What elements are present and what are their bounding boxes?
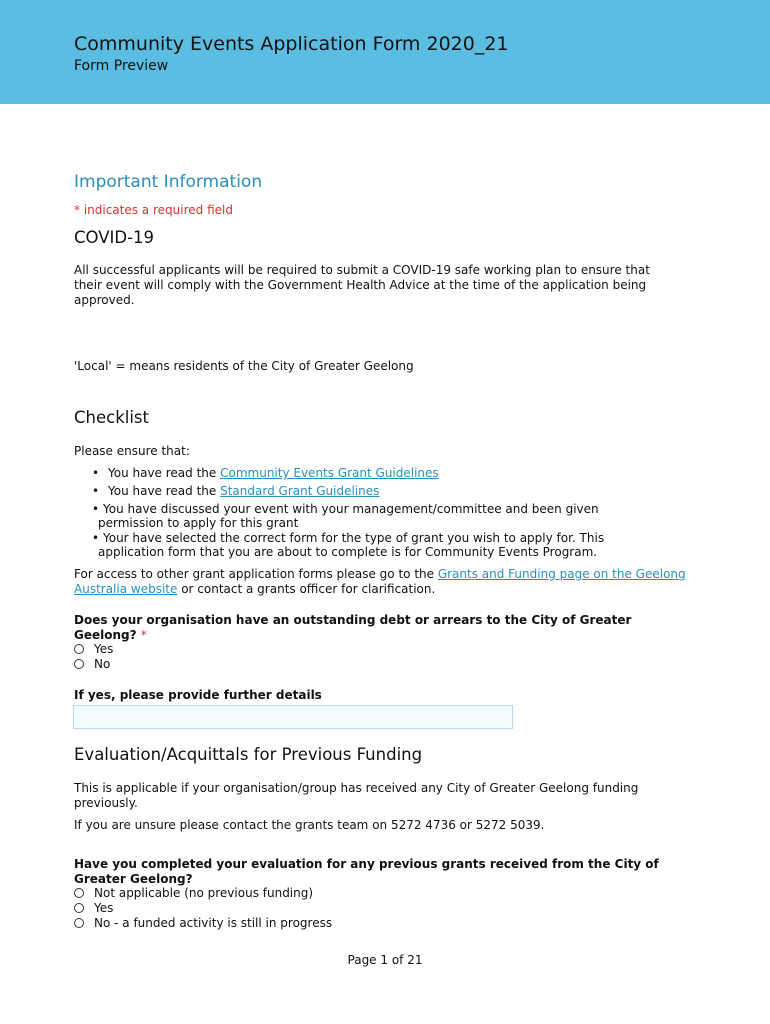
radio-button[interactable] <box>74 888 84 898</box>
bullet-icon: • <box>92 502 100 516</box>
eval-option-yes[interactable] <box>74 901 113 916</box>
covid-text: All successful applicants will be required to submit a COVID-19 safe working plan to ensure that their event will comply with the Government Health Advice at the time of the application being approved. <box>74 263 650 307</box>
radio-button[interactable] <box>74 659 84 669</box>
form-header <box>0 0 770 104</box>
checklist-item-text: You have read the <box>108 466 221 480</box>
evaluation-contact-text: If you are unsure please contact the grants team on 5272 4736 or 5272 5039. <box>74 818 545 832</box>
checklist-item <box>92 484 379 498</box>
radio-label: Yes <box>94 642 114 656</box>
grants-funding-page-link[interactable]: Grants and Funding page on the Geelong Australia website <box>74 567 686 596</box>
radio-label: Yes <box>94 901 114 915</box>
eval-option-not-applicable[interactable] <box>74 886 313 901</box>
checklist-item-text: application form that you are about to complete is for Community Events Program. <box>98 545 598 559</box>
grant-forms-access-text <box>74 567 694 597</box>
required-field-note: * indicates a required field <box>74 203 233 217</box>
standard-guidelines-link[interactable]: Standard Grant Guidelines <box>220 484 380 498</box>
radio-button[interactable] <box>74 918 84 928</box>
checklist-item <box>92 466 439 480</box>
radio-label: No - a funded activity is still in progress <box>94 916 333 930</box>
debt-option-yes[interactable] <box>74 642 113 657</box>
radio-label: No <box>94 657 111 671</box>
checklist-item-text: Your have selected the correct form for the type of grant you wish to apply for. This <box>103 531 605 545</box>
debt-question-text: Does your organisation have an outstanding debt or arrears to the City of Greater Geelong? <box>74 613 632 642</box>
checklist-item <box>92 502 599 530</box>
bullet-icon: • <box>92 466 100 480</box>
bullet-icon: • <box>92 484 100 498</box>
details-input[interactable] <box>73 705 513 729</box>
page-number: Page 1 of 21 <box>347 953 423 967</box>
bullet-icon: • <box>92 531 100 545</box>
checklist-item-text: You have discussed your event with your management/committee and been given <box>103 502 599 516</box>
checklist-item-text: permission to apply for this grant <box>98 516 299 530</box>
access-text-suffix: or contact a grants officer for clarification. <box>177 582 436 596</box>
checklist-item <box>92 531 604 559</box>
radio-label: Not applicable (no previous funding) <box>94 886 314 900</box>
debt-question-label <box>74 613 694 643</box>
radio-button[interactable] <box>74 903 84 913</box>
covid-heading: COVID-19 <box>74 228 155 247</box>
evaluation-text: This is applicable if your organisation/group has received any City of Greater Geelong funding previously. <box>74 781 639 810</box>
access-text-prefix: For access to other grant application forms please go to the <box>74 567 438 581</box>
checklist-item-text: You have read the <box>108 484 221 498</box>
checklist-intro: Please ensure that: <box>74 444 190 458</box>
form-subtitle: Form Preview <box>74 58 169 74</box>
evaluation-heading: Evaluation/Acquittals for Previous Funding <box>74 745 423 764</box>
checklist-heading: Checklist <box>74 408 149 427</box>
debt-option-no[interactable] <box>74 657 110 672</box>
form-title: Community Events Application Form 2020_21 <box>74 33 509 55</box>
community-events-guidelines-link[interactable]: Community Events Grant Guidelines <box>220 466 439 480</box>
local-note: 'Local' = means residents of the City of Greater Geelong <box>74 359 414 373</box>
eval-option-no[interactable] <box>74 916 332 931</box>
required-marker: * <box>140 628 147 642</box>
radio-button[interactable] <box>74 644 84 654</box>
evaluation-question-label: Have you completed your evaluation for any previous grants received from the City of Greater Geelong? <box>74 857 659 886</box>
important-info-heading: Important Information <box>74 172 263 192</box>
details-question-label: If yes, please provide further details <box>74 688 322 702</box>
